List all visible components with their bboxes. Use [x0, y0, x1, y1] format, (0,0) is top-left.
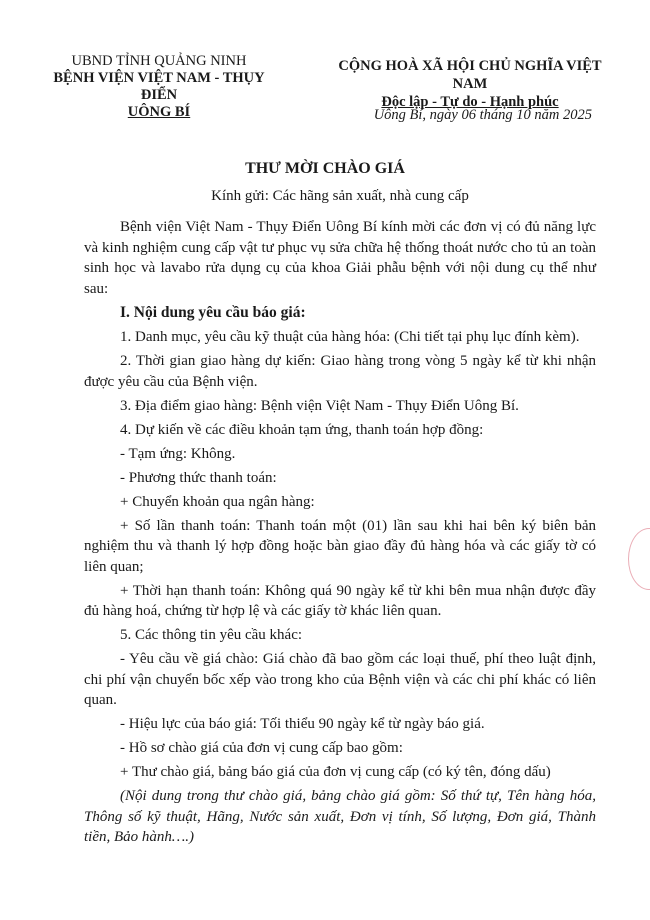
issuer-org: UBND TỈNH QUẢNG NINH: [71, 53, 247, 69]
paragraph: - Phương thức thanh toán:: [120, 469, 277, 486]
paragraph: + Số lần thanh toán: Thanh toán một (01) lần sau khi hai bên ký biên bản nghiệm thu và thanh lý hợp đồng hoặc bàn giao đầy đủ hàng hóa và các giấy tờ có liên quan;: [84, 517, 596, 575]
paragraph: - Yêu cầu về giá chào: Giá chào đã bao gồm các loại thuế, phí theo luật định, chi phí vận chuyển bốc xếp vào trong kho của Bệnh viện và các chi phí khác có liên quan.: [84, 651, 596, 708]
paragraph: + Thư chào giá, bảng báo giá của đơn vị cung cấp (có ký tên, đóng dấu): [120, 764, 551, 780]
greeting: Kính gửi: Các hãng sản xuất, nhà cung cấp: [211, 188, 469, 204]
national-header: [325, 57, 615, 111]
paragraph: 5. Các thông tin yêu cầu khác:: [120, 627, 303, 643]
paragraph: - Hiệu lực của báo giá: Tối thiểu 90 ngày kể từ ngày báo giá.: [120, 716, 485, 732]
italic-note: (Nội dung trong thư chào giá, bảng chào giá gồm: Số thứ tự, Tên hàng hóa, Thông số kỹ thuật, Hãng, Nước sản xuất, Đơn vị tính, Số lượng, Đơn giá, Thành tiền, Bảo hành….): [84, 788, 596, 845]
document-date: Uông Bí, ngày 06 tháng 10 năm 2025: [373, 107, 592, 123]
document-title: THƯ MỜI CHÀO GIÁ: [245, 160, 405, 177]
issuer-hospital-line2: UÔNG BÍ: [127, 104, 191, 120]
intro-paragraph: Bệnh viện Việt Nam - Thụy Điển Uông Bí kính mời các đơn vị có đủ năng lực và kinh nghiệm cung cấp vật tư phục vụ sửa chữa hệ thống thoát nước cho tủ an toàn sinh học và lavabo rửa dụng cụ của khoa Giải phẫu bệnh với nội dung cụ thể như sau:: [84, 219, 596, 297]
section-heading: I. Nội dung yêu cầu báo giá:: [120, 304, 306, 321]
paragraph: - Hồ sơ chào giá của đơn vị cung cấp bao gồm:: [120, 740, 403, 756]
country-name: CỘNG HOÀ XÃ HỘI CHỦ NGHĨA VIỆT NAM: [338, 58, 602, 92]
paragraph: 2. Thời gian giao hàng dự kiến: Giao hàng trong vòng 5 ngày kể từ khi nhận được yêu cầu của Bệnh viện.: [84, 353, 596, 390]
paragraph: + Thời hạn thanh toán: Không quá 90 ngày kể từ khi bên mua nhận được đầy đủ hàng hoá, chứng từ hợp lệ và các giấy tờ khác liên quan.: [84, 582, 596, 619]
paragraph: - Tạm ứng: Không.: [120, 445, 236, 462]
paragraph: 4. Dự kiến về các điều khoản tạm ứng, thanh toán hợp đồng:: [120, 421, 484, 438]
document-body: [84, 217, 596, 851]
issuer-hospital: BỆNH VIỆN VIỆT NAM - THỤY ĐIỂN: [53, 70, 265, 103]
paragraph: 1. Danh mục, yêu cầu kỹ thuật của hàng hóa: (Chi tiết tại phụ lục đính kèm).: [120, 329, 580, 345]
paragraph: + Chuyển khoản qua ngân hàng:: [120, 493, 315, 510]
seal-stamp: [628, 528, 650, 590]
national-motto: Độc lập - Tự do - Hạnh phúc: [381, 94, 559, 110]
paragraph: 3. Địa điểm giao hàng: Bệnh viện Việt Nam - Thụy Điển Uông Bí.: [120, 397, 519, 414]
issuer-block: [40, 53, 278, 121]
